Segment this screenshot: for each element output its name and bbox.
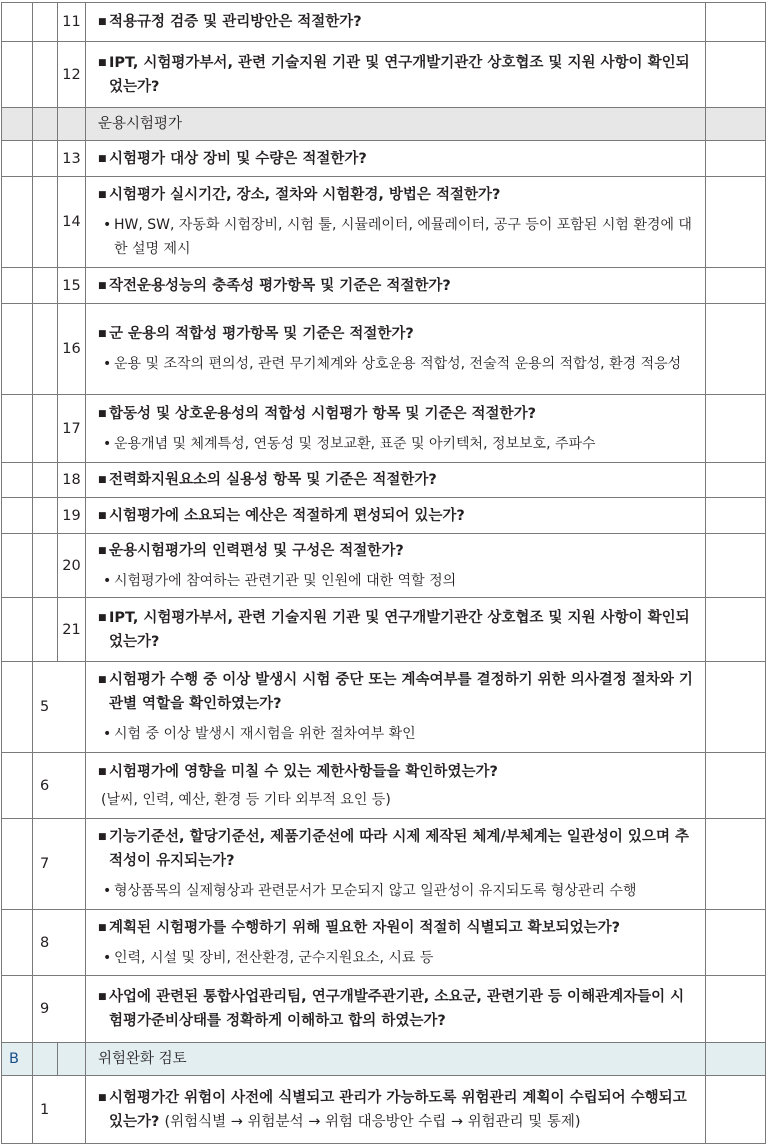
section-row: [2, 1043, 766, 1076]
table-row: [2, 819, 766, 910]
table-row: [2, 3, 766, 42]
answer-cell[interactable]: [706, 1076, 766, 1144]
section-row: [2, 108, 766, 141]
check-item: [86, 598, 706, 662]
table-row: [2, 753, 766, 819]
item-number: 9: [33, 976, 86, 1043]
item-number: 5: [33, 662, 86, 753]
row-number: 13: [58, 141, 86, 177]
section-title: 운용시험평가: [98, 116, 183, 132]
check-question: ■ 기능기준선, 할당기준선, 제품기준선에 따라 시제 제작된 체계/부체계는 일관성이 있으며 추적성이 유지되는가?: [98, 825, 695, 873]
check-item: [86, 304, 706, 395]
check-item: [86, 662, 706, 753]
answer-cell[interactable]: [706, 395, 766, 463]
answer-cell[interactable]: [706, 177, 766, 268]
check-detail: • 운용개념 및 체계특성, 연동성 및 정보교환, 표준 및 아키텍처, 정보보호, 주파수: [101, 432, 695, 456]
row-number: 21: [58, 598, 86, 662]
table-row: [2, 498, 766, 534]
check-question: ■ 계획된 시험평가를 수행하기 위해 필요한 자원이 적절히 식별되고 확보되었는가?: [98, 916, 695, 940]
check-question: ■ 적용규정 검증 및 관리방안은 적절한가?: [98, 10, 695, 34]
table-row: [2, 598, 766, 662]
table-row: [2, 534, 766, 598]
table-row: [2, 910, 766, 976]
answer-cell[interactable]: [706, 268, 766, 304]
check-detail: • 형상품목의 실제형상과 관련문서가 모순되지 않고 일관성이 유지되도록 형상관리 수행: [101, 879, 695, 903]
check-item: [86, 463, 706, 498]
table-row: [2, 141, 766, 177]
check-question: ■ 운용시험평가의 인력편성 및 구성은 적절한가?: [98, 539, 695, 563]
table-row: [2, 42, 766, 108]
row-number: 17: [58, 395, 86, 463]
table-row: [2, 1076, 766, 1144]
checklist-table: [1, 2, 766, 1144]
answer-cell[interactable]: [706, 910, 766, 976]
row-number: 14: [58, 177, 86, 268]
answer-cell[interactable]: [706, 976, 766, 1043]
check-question: ■ 군 운용의 적합성 평가항목 및 기준은 적절한가?: [98, 322, 695, 346]
check-question: ■ IPT, 시험평가부서, 관련 기술지원 기관 및 연구개발기관간 상호협조 및 지원 사항이 확인되었는가?: [98, 51, 695, 99]
check-item: [86, 268, 706, 304]
check-item: [86, 753, 706, 819]
check-detail: • HW, SW, 자동화 시험장비, 시험 툴, 시뮬레이터, 에뮬레이터, 공구 등이 포함된 시험 환경에 대한 설명 제시: [101, 213, 695, 261]
check-question: ■ 시험평가 실시기간, 장소, 절차와 시험환경, 방법은 적절한가?: [98, 183, 695, 207]
row-number: 19: [58, 498, 86, 534]
table-row: [2, 395, 766, 463]
answer-cell[interactable]: [706, 819, 766, 910]
check-item: [86, 819, 706, 910]
check-item: [86, 141, 706, 177]
check-item: [86, 42, 706, 108]
answer-cell[interactable]: [706, 662, 766, 753]
row-number: 18: [58, 463, 86, 498]
answer-cell[interactable]: [706, 498, 766, 534]
check-question: ■ 시험평가 수행 중 이상 발생시 시험 중단 또는 계속여부를 결정하기 위한 의사결정 절차와 기관별 역할을 확인하였는가?: [98, 668, 695, 716]
answer-cell[interactable]: [706, 141, 766, 177]
check-question: ■ 합동성 및 상호운용성의 적합성 시험평가 항목 및 기준은 적절한가?: [98, 402, 695, 426]
answer-cell[interactable]: [706, 304, 766, 395]
row-number: 16: [58, 304, 86, 395]
check-item: [86, 910, 706, 976]
answer-cell[interactable]: [706, 598, 766, 662]
check-detail: • 운용 및 조작의 편의성, 관련 무기체계와 상호운용 적합성, 전술적 운용의 적합성, 환경 적응성: [101, 352, 695, 376]
check-question: ■ 작전운용성능의 충족성 평가항목 및 기준은 적절한가?: [98, 274, 695, 298]
check-detail: • 시험 중 이상 발생시 재시험을 위한 절차여부 확인: [101, 722, 695, 746]
item-number: 8: [33, 910, 86, 976]
row-number: 15: [58, 268, 86, 304]
check-note: (날씨, 인력, 예산, 환경 등 기타 외부적 요인 등): [101, 791, 391, 808]
table-row: [2, 304, 766, 395]
check-detail: • 시험평가에 참여하는 관련기관 및 인원에 대한 역할 정의: [101, 569, 695, 593]
check-item: [86, 498, 706, 534]
row-number: 20: [58, 534, 86, 598]
item-number: 1: [33, 1076, 86, 1144]
check-item: [86, 534, 706, 598]
row-number: 12: [58, 42, 86, 108]
check-question: ■ 시험평가에 영향을 미칠 수 있는 제한사항들을 확인하였는가?: [98, 760, 695, 784]
section-title: 위험완화 검토: [98, 1051, 187, 1067]
table-row: [2, 463, 766, 498]
item-number: 6: [33, 753, 86, 819]
answer-cell[interactable]: [706, 3, 766, 42]
row-number: 11: [58, 3, 86, 42]
check-question: ■ 시험평가에 소요되는 예산은 적절하게 편성되어 있는가?: [98, 504, 695, 528]
table-row: [2, 976, 766, 1043]
check-question: ■ 시험평가 대상 장비 및 수량은 적절한가?: [98, 147, 695, 171]
answer-cell[interactable]: [706, 534, 766, 598]
check-item: [86, 395, 706, 463]
check-item: [86, 1076, 706, 1144]
answer-cell[interactable]: [706, 42, 766, 108]
answer-cell[interactable]: [706, 753, 766, 819]
check-question: ■ 사업에 관련된 통합사업관리팀, 연구개발주관기관, 소요군, 관련기관 등 이해관계자들이 시험평가준비상태를 정확하게 이해하고 합의 하였는가?: [98, 985, 695, 1033]
check-item: [86, 976, 706, 1043]
table-row: [2, 177, 766, 268]
table-row: [2, 662, 766, 753]
check-detail: • 인력, 시설 및 장비, 전산환경, 군수지원요소, 시료 등: [101, 946, 695, 970]
check-note: (위험식별 → 위험분석 → 위험 대응방안 수립 → 위험관리 및 통제): [164, 1113, 581, 1130]
check-question: ■ 시험평가간 위험이 사전에 식별되고 관리가 가능하도록 위험관리 계획이 수립되어 수행되고 있는가? (위험식별 → 위험분석 → 위험 대응방안 수립 → 위험관리 및 통제): [98, 1086, 695, 1134]
check-item: [86, 3, 706, 42]
answer-cell[interactable]: [706, 463, 766, 498]
section-letter: B: [2, 1043, 33, 1076]
item-number: 7: [33, 819, 86, 910]
check-question: ■ 전력화지원요소의 실용성 항목 및 기준은 적절한가?: [98, 468, 695, 492]
check-question: ■ IPT, 시험평가부서, 관련 기술지원 기관 및 연구개발기관간 상호협조 및 지원 사항이 확인되었는가?: [98, 606, 695, 654]
check-item: [86, 177, 706, 268]
table-row: [2, 268, 766, 304]
